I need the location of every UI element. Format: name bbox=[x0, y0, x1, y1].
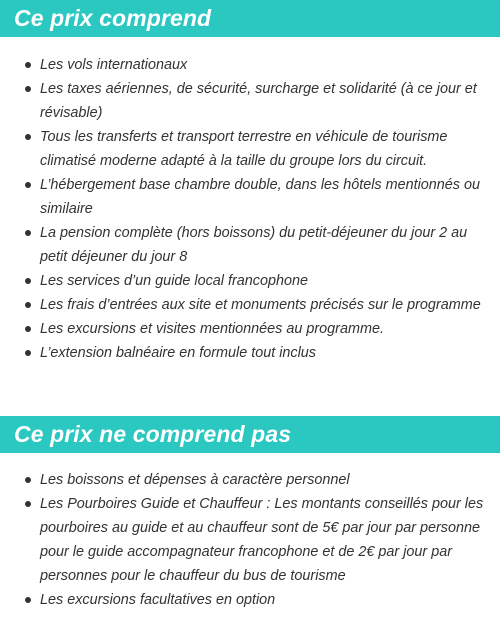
list-item-text: La pension complète (hors boissons) du petit-déjeuner du jour 2 au petit déjeuner du jour 8 bbox=[40, 225, 468, 265]
bullet-dot-icon bbox=[25, 134, 31, 140]
list-item-text: Tous les transferts et transport terrestre en véhicule de tourisme climatisé moderne adapté à la taille du groupe lors du circuit. bbox=[40, 129, 448, 169]
list-item bbox=[0, 125, 500, 173]
bullet-dot-icon bbox=[25, 326, 31, 332]
list-item bbox=[0, 269, 500, 293]
list-item-text: Les Pourboires Guide et Chauffeur : Les montants conseillés pour les pourboires au guide et au chauffeur sont de 5€ par jour par personne pour le guide accompagnateur francophone et de 2€ par jour par personnes pour le chauffeur du bus de tourisme bbox=[40, 496, 484, 584]
bullet-dot-icon bbox=[25, 62, 31, 68]
list-item bbox=[0, 468, 500, 492]
list-item-text: Les taxes aériennes, de sécurité, surcharge et solidarité (à ce jour et révisable) bbox=[40, 81, 477, 121]
bullet-dot-icon bbox=[25, 86, 31, 92]
list-item-text: L’extension balnéaire en formule tout inclus bbox=[40, 345, 316, 361]
excludes-header bbox=[0, 416, 500, 453]
list-item bbox=[0, 173, 500, 221]
includes-list bbox=[0, 53, 500, 365]
list-item-text: Les boissons et dépenses à caractère personnel bbox=[40, 472, 350, 488]
list-item bbox=[0, 341, 500, 365]
includes-title: Ce prix comprend bbox=[14, 5, 212, 31]
excludes-title: Ce prix ne comprend pas bbox=[14, 421, 292, 447]
list-item bbox=[0, 53, 500, 77]
list-item-text: Les services d’un guide local francophone bbox=[40, 273, 308, 289]
list-item-text: Les excursions facultatives en option bbox=[40, 592, 276, 608]
bullet-dot-icon bbox=[25, 230, 31, 236]
bullet-dot-icon bbox=[25, 302, 31, 308]
bullet-dot-icon bbox=[25, 278, 31, 284]
list-item-text: Les vols internationaux bbox=[40, 57, 188, 73]
bullet-dot-icon bbox=[25, 350, 31, 356]
excludes-list bbox=[0, 468, 500, 612]
bullet-dot-icon bbox=[25, 597, 31, 603]
list-item-text: Les frais d’entrées aux site et monuments précisés sur le programme bbox=[40, 297, 481, 313]
list-item-text: Les excursions et visites mentionnées au programme. bbox=[40, 321, 384, 337]
list-item bbox=[0, 317, 500, 341]
list-item-text: L’hébergement base chambre double, dans les hôtels mentionnés ou similaire bbox=[40, 177, 481, 217]
list-item bbox=[0, 221, 500, 269]
includes-header bbox=[0, 0, 500, 37]
bullet-dot-icon bbox=[25, 477, 31, 483]
list-item bbox=[0, 77, 500, 125]
bullet-dot-icon bbox=[25, 501, 31, 507]
list-item bbox=[0, 293, 500, 317]
list-item bbox=[0, 492, 500, 588]
bullet-dot-icon bbox=[25, 182, 31, 188]
list-item bbox=[0, 588, 500, 612]
